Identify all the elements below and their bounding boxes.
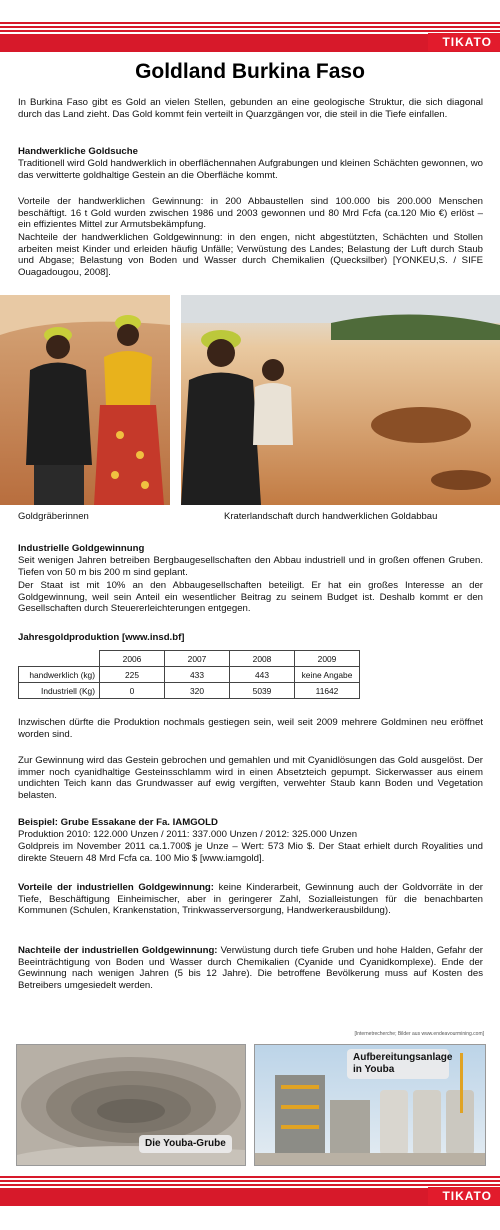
- caption-crater-landscape: Kraterlandschaft durch handwerklichen Goldabbau: [224, 511, 438, 522]
- photo-processing-plant: [254, 1044, 486, 1166]
- row-label: Industriell (Kg): [19, 683, 100, 699]
- example-line-1: Produktion 2010: 122.000 Unzen / 2011: 337.000 Unzen / 2012: 325.000 Unzen: [18, 829, 358, 840]
- production-table: [18, 650, 360, 699]
- photo-youba-pit: [16, 1044, 246, 1166]
- photo-crater-landscape: [181, 295, 500, 505]
- brand-logo-top: TIKATO: [428, 33, 500, 51]
- year-header: 2009: [295, 651, 360, 667]
- pros-heading: Vorteile der industriellen Goldgewinnung:: [18, 882, 214, 893]
- artisanal-paragraph-1: Traditionell wird Gold handwerklich in oberflächennahen Aufgrabungen und kleinen Schächten gewonnen, wo das verwitterte goldhaltige Gestein an die Oberfläche kommt.: [18, 158, 483, 181]
- table-cell: 0: [100, 683, 165, 699]
- header-bar: [0, 34, 500, 52]
- cons-paragraph: [18, 945, 483, 991]
- footer-bar: [0, 1188, 500, 1206]
- footer-stripes: [0, 1176, 500, 1188]
- table-cell: 11642: [295, 683, 360, 699]
- artisanal-paragraph-3: Nachteile der handwerklichen Goldgewinnung: in den engen, nicht abgestützten, Schächten und Stollen arbeiten meist Kinder und erleiden häufig Unfälle; Verwüstung des Landes; Belastung der Luft durch Staub und Abgase; Belastung von Boden und Wasser durch Chemikalien (Quecksilber) [YONKEU,S. / SIFE Ouagadougou, 2008].: [18, 232, 483, 278]
- table-cell: 225: [100, 667, 165, 683]
- pros-paragraph: [18, 882, 483, 917]
- example-line-2: Goldpreis im November 2011 ca.1.700$ je Unze – Wert: 573 Mio $. Der Staat erhielt durch Royalities und direkte Steuern 48 Mrd Fcfa ca. 100 Mio $ [www.iamgold].: [18, 841, 483, 864]
- table-cell: 5039: [230, 683, 295, 699]
- process-paragraph: Zur Gewinnung wird das Gestein gebrochen und gemahlen und mit Cyanidlösungen das Gold ausgelöst. Der immer noch cyanidhaltige Gesteinsschlamm wird in einen Absetzteich gepumpt. Sickerwasser aus einem undichten Teich kann das Grundwasser auf ewig vergiften, verwehter Staub kann Boden und Vegetation belasten.: [18, 755, 483, 801]
- table-row: [19, 683, 360, 699]
- label-processing-plant: Aufbereitungsanlage in Youba: [347, 1049, 449, 1079]
- image-credit: [Internetrecherche; Bilder aus www.endeavourmining.com]: [354, 1031, 484, 1037]
- caption-gold-diggers: Goldgräberinnen: [18, 511, 89, 522]
- table-cell: keine Angabe: [295, 667, 360, 683]
- label-youba-pit: Die Youba-Grube: [139, 1135, 232, 1153]
- table-cell: 433: [165, 667, 230, 683]
- industrial-paragraph-2: Der Staat ist mit 10% an den Abbaugesellschaften beteiligt. Er hat ein großes Interesse an der Goldgewinnung, weil sein Anteil ein wesentlicher Beitrag zu seinem Budget ist. Deshalb kommt er den Gesellschaften durch Steuererleichterungen entgegen.: [18, 580, 483, 615]
- year-header: 2007: [165, 651, 230, 667]
- table-cell: 320: [165, 683, 230, 699]
- table-row: [19, 667, 360, 683]
- brand-logo-bottom: TIKATO: [428, 1187, 500, 1205]
- header-stripes: [0, 22, 500, 34]
- pros-text: keine Kinderarbeit, Gewinnung auch der Goldvorräte in der Tiefe, Beschäftigung Einheimischer, aber in geringerer Zahl, Sozialleistungen für die benachbarten Kommunen (Schulen, Krankenstation, Trinkwasserversorgung, Handwerkerausbildung).: [18, 882, 483, 917]
- artisanal-paragraph-2: Vorteile der handwerklichen Gewinnung: in 200 Abbaustellen sind 100.000 bis 200.000 Menschen beschäftigt. 16 t Gold wurden zwischen 1986 und 2003 gewonnen und 80 Mrd Fcfa (ca.120 Mio €) erlöst – ein effizientes Mittel zur Armutsbekämpfung.: [18, 196, 483, 231]
- cons-text: Verwüstung durch tiefe Gruben und hohe Halden, Gefahr der Beeinträchtigung von Boden und Wasser durch Chemikalien (Cyanide und Cyanidkomplexe). Ende der Gewinnung nach wenigen Jahren (5 bis 12 Jahre). Die betroffene Bevölkerung muss auf Kosten des Betreibers umgesiedelt werden.: [18, 945, 483, 991]
- table-header-row: [19, 651, 360, 667]
- year-header: 2006: [100, 651, 165, 667]
- artisanal-heading: Handwerkliche Goldsuche: [18, 146, 138, 157]
- photo-gold-diggers: [0, 295, 170, 505]
- example-heading: Beispiel: Grube Essakane der Fa. IAMGOLD: [18, 817, 218, 828]
- table-corner: [19, 651, 100, 667]
- industrial-heading: Industrielle Goldgewinnung: [18, 543, 145, 554]
- row-label: handwerklich (kg): [19, 667, 100, 683]
- table-cell: 443: [230, 667, 295, 683]
- year-header: 2008: [230, 651, 295, 667]
- production-heading: Jahresgoldproduktion [www.insd.bf]: [18, 632, 185, 643]
- cons-heading: Nachteile der industriellen Goldgewinnung:: [18, 945, 218, 956]
- page-title: Goldland Burkina Faso: [135, 60, 365, 83]
- intro-paragraph: In Burkina Faso gibt es Gold an vielen Stellen, gebunden an eine geologische Struktur, die sich diagonal durch das Land zieht. Das Gold kommt fein verteilt in Quarzgängen vor, die steil in die Tiefe einfallen.: [18, 97, 483, 120]
- paragraph-after-table: Inzwischen dürfte die Produktion nochmals gestiegen sein, weil seit 2009 mehrere Goldminen neu eröffnet worden sind.: [18, 717, 483, 740]
- industrial-paragraph-1: Seit wenigen Jahren betreiben Bergbaugesellschaften den Abbau industriell und in großen offenen Gruben. Tiefen von 50 m bis 200 m sind geplant.: [18, 555, 483, 578]
